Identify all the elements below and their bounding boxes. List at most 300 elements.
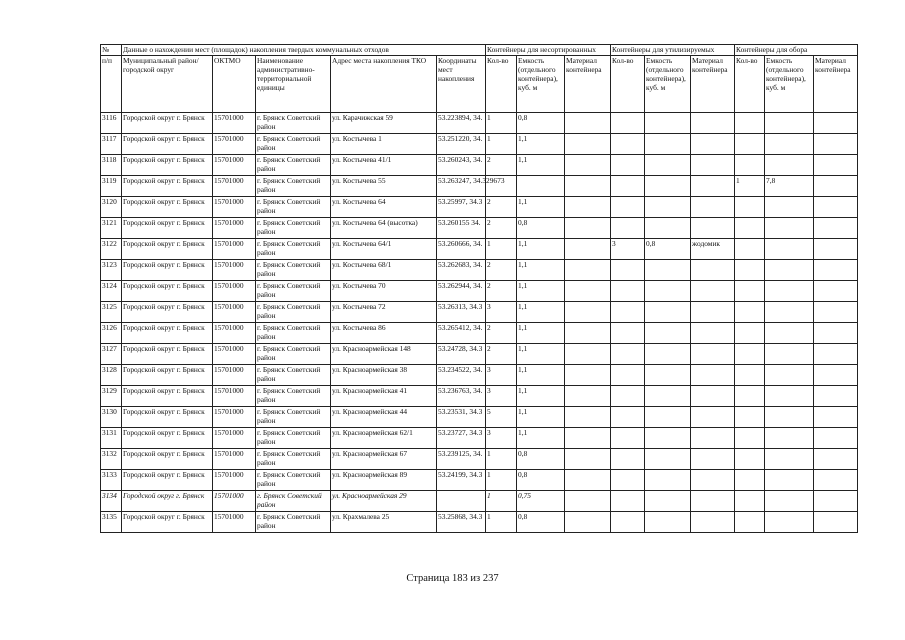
- cell-coordinates: 53.260243, 34.: [437, 155, 486, 176]
- cell-collection-count: [735, 302, 765, 323]
- cell-municipality: Городской округ г. Брянск: [122, 176, 213, 197]
- cell-coordinates: 53.223894, 34.: [437, 113, 486, 134]
- cell-collection-volume: 7,8: [765, 176, 814, 197]
- cell-admin-unit: г. Брянск Советский район: [256, 449, 331, 470]
- cell-unsorted-material: [565, 239, 611, 260]
- col-header: Материал контейнера: [814, 56, 858, 113]
- cell-recyclable-material: [691, 281, 735, 302]
- table-row: [101, 323, 858, 344]
- cell-number: 3128: [101, 365, 122, 386]
- col-header: Кол-во: [735, 56, 765, 113]
- col-header: Кол-во: [611, 56, 645, 113]
- cell-unsorted-material: [565, 155, 611, 176]
- cell-collection-material: [814, 197, 858, 218]
- cell-unsorted-count: 1: [486, 113, 517, 134]
- cell-oktmo: 15701000: [213, 260, 256, 281]
- table-row: [101, 197, 858, 218]
- table-row: [101, 428, 858, 449]
- cell-coordinates: 53.26313, 34.3: [437, 302, 486, 323]
- cell-recyclable-count: [611, 155, 645, 176]
- cell-admin-unit: г. Брянск Советский район: [256, 176, 331, 197]
- cell-unsorted-material: [565, 512, 611, 533]
- cell-number: 3116: [101, 113, 122, 134]
- cell-recyclable-count: [611, 512, 645, 533]
- cell-collection-volume: [765, 323, 814, 344]
- cell-address: ул. Костычева 86: [331, 323, 437, 344]
- cell-address: ул. Костычева 72: [331, 302, 437, 323]
- cell-collection-count: [735, 197, 765, 218]
- cell-coordinates: 53.251220, 34.: [437, 134, 486, 155]
- cell-recyclable-material: [691, 449, 735, 470]
- cell-municipality: Городской округ г. Брянск: [122, 218, 213, 239]
- cell-oktmo: 15701000: [213, 512, 256, 533]
- cell-unsorted-material: [565, 302, 611, 323]
- cell-admin-unit: г. Брянск Советский район: [256, 365, 331, 386]
- cell-oktmo: 15701000: [213, 449, 256, 470]
- cell-unsorted-count: 1: [486, 491, 517, 512]
- cell-coordinates: 53.24728, 34.3: [437, 344, 486, 365]
- cell-recyclable-volume: [645, 197, 691, 218]
- cell-recyclable-count: [611, 491, 645, 512]
- cell-oktmo: 15701000: [213, 239, 256, 260]
- cell-municipality: Городской округ г. Брянск: [122, 512, 213, 533]
- cell-recyclable-count: [611, 386, 645, 407]
- cell-collection-volume: [765, 428, 814, 449]
- cell-admin-unit: г. Брянск Советский район: [256, 113, 331, 134]
- cell-coordinates: 53.260666, 34.: [437, 239, 486, 260]
- cell-recyclable-material: [691, 512, 735, 533]
- cell-recyclable-count: [611, 218, 645, 239]
- cell-collection-material: [814, 407, 858, 428]
- cell-unsorted-material: [565, 344, 611, 365]
- cell-recyclable-volume: [645, 155, 691, 176]
- col-header: ОКТМО: [213, 56, 256, 113]
- col-header: п/п: [101, 56, 122, 113]
- cell-recyclable-material: [691, 176, 735, 197]
- table-row: [101, 386, 858, 407]
- cell-number: 3122: [101, 239, 122, 260]
- cell-number: 3127: [101, 344, 122, 365]
- cell-admin-unit: г. Брянск Советский район: [256, 512, 331, 533]
- cell-recyclable-material: [691, 470, 735, 491]
- cell-number: 3126: [101, 323, 122, 344]
- cell-coordinates: 53.25868, 34.3: [437, 512, 486, 533]
- cell-coordinates: 53.25997, 34.3: [437, 197, 486, 218]
- cell-collection-volume: [765, 491, 814, 512]
- cell-recyclable-volume: [645, 407, 691, 428]
- cell-recyclable-material: жодомик: [691, 239, 735, 260]
- cell-unsorted-material: [565, 365, 611, 386]
- cell-oktmo: 15701000: [213, 407, 256, 428]
- cell-collection-count: [735, 512, 765, 533]
- cell-coordinates: 53.236763, 34.: [437, 386, 486, 407]
- cell-recyclable-material: [691, 302, 735, 323]
- cell-unsorted-material: [565, 281, 611, 302]
- col-header: Наименование административно-территориальной единицы: [256, 56, 331, 113]
- cell-recyclable-count: [611, 449, 645, 470]
- cell-coordinates: 53.263247, 34.329673: [437, 176, 486, 197]
- cell-recyclable-volume: [645, 365, 691, 386]
- cell-recyclable-volume: [645, 218, 691, 239]
- cell-number: 3123: [101, 260, 122, 281]
- table-row: [101, 260, 858, 281]
- cell-coordinates: 53.262944, 34.: [437, 281, 486, 302]
- cell-recyclable-volume: [645, 281, 691, 302]
- cell-admin-unit: г. Брянск Советский район: [256, 134, 331, 155]
- cell-address: ул. Красноармейская 29: [331, 491, 437, 512]
- cell-oktmo: 15701000: [213, 197, 256, 218]
- cell-unsorted-volume: 1,1: [517, 323, 565, 344]
- cell-collection-count: [735, 470, 765, 491]
- cell-recyclable-material: [691, 197, 735, 218]
- cell-unsorted-volume: 1,1: [517, 407, 565, 428]
- cell-recyclable-count: [611, 365, 645, 386]
- col-header: Емкость (отдельного контейнера), куб. м: [645, 56, 691, 113]
- cell-municipality: Городской округ г. Брянск: [122, 407, 213, 428]
- cell-recyclable-volume: [645, 512, 691, 533]
- header-group-collection: Контейнеры для обора: [735, 45, 858, 56]
- cell-unsorted-volume: 0,75: [517, 491, 565, 512]
- cell-address: ул. Крахмалева 25: [331, 512, 437, 533]
- cell-recyclable-volume: [645, 323, 691, 344]
- cell-collection-volume: [765, 197, 814, 218]
- registry-table: [100, 44, 858, 533]
- page-number: Страница 183 из 237: [406, 573, 499, 584]
- cell-collection-count: [735, 365, 765, 386]
- cell-unsorted-volume: 0,8: [517, 512, 565, 533]
- cell-municipality: Городской округ г. Брянск: [122, 155, 213, 176]
- cell-address: ул. Красноармейская 148: [331, 344, 437, 365]
- cell-recyclable-volume: [645, 386, 691, 407]
- cell-recyclable-count: [611, 428, 645, 449]
- cell-unsorted-count: 1: [486, 134, 517, 155]
- cell-oktmo: 15701000: [213, 113, 256, 134]
- cell-collection-count: [735, 386, 765, 407]
- cell-municipality: Городской округ г. Брянск: [122, 302, 213, 323]
- cell-admin-unit: г. Брянск Советский район: [256, 197, 331, 218]
- table-row: [101, 155, 858, 176]
- cell-number: 3135: [101, 512, 122, 533]
- cell-address: ул. Красноармейская 62/1: [331, 428, 437, 449]
- col-header: Материал контейнера: [691, 56, 735, 113]
- cell-unsorted-volume: 1,1: [517, 428, 565, 449]
- cell-collection-material: [814, 155, 858, 176]
- cell-unsorted-count: 1: [486, 449, 517, 470]
- cell-municipality: Городской округ г. Брянск: [122, 323, 213, 344]
- table-row: [101, 281, 858, 302]
- header-row-groups: [101, 45, 858, 56]
- cell-collection-material: [814, 512, 858, 533]
- cell-unsorted-volume: 1,1: [517, 281, 565, 302]
- cell-coordinates: 53.234522, 34.: [437, 365, 486, 386]
- cell-number: 3133: [101, 470, 122, 491]
- table-row: [101, 239, 858, 260]
- cell-unsorted-material: [565, 218, 611, 239]
- table-row: [101, 134, 858, 155]
- cell-oktmo: 15701000: [213, 281, 256, 302]
- cell-number: 3132: [101, 449, 122, 470]
- cell-admin-unit: г. Брянск Советский район: [256, 407, 331, 428]
- cell-address: ул. Костычева 55: [331, 176, 437, 197]
- cell-unsorted-material: [565, 134, 611, 155]
- cell-unsorted-count: 2: [486, 281, 517, 302]
- cell-unsorted-count: 2: [486, 323, 517, 344]
- cell-unsorted-count: 3: [486, 386, 517, 407]
- cell-collection-volume: [765, 365, 814, 386]
- cell-recyclable-count: [611, 323, 645, 344]
- cell-municipality: Городской округ г. Брянск: [122, 386, 213, 407]
- cell-coordinates: 53.24199, 34.3: [437, 470, 486, 491]
- table-row: [101, 218, 858, 239]
- cell-recyclable-volume: [645, 344, 691, 365]
- cell-municipality: Городской округ г. Брянск: [122, 470, 213, 491]
- cell-unsorted-count: 1: [486, 239, 517, 260]
- cell-collection-count: [735, 491, 765, 512]
- cell-recyclable-volume: [645, 260, 691, 281]
- col-header: Емкость (отдельного контейнера), куб. м: [765, 56, 814, 113]
- cell-oktmo: 15701000: [213, 470, 256, 491]
- cell-collection-material: [814, 134, 858, 155]
- cell-unsorted-count: 2: [486, 218, 517, 239]
- cell-collection-volume: [765, 302, 814, 323]
- cell-collection-count: [735, 218, 765, 239]
- cell-municipality: Городской округ г. Брянск: [122, 197, 213, 218]
- cell-recyclable-volume: [645, 491, 691, 512]
- cell-recyclable-volume: [645, 113, 691, 134]
- cell-address: ул. Карачижская 59: [331, 113, 437, 134]
- cell-collection-count: [735, 323, 765, 344]
- cell-municipality: Городской округ г. Брянск: [122, 491, 213, 512]
- cell-municipality: Городской округ г. Брянск: [122, 281, 213, 302]
- cell-address: ул. Красноармейская 38: [331, 365, 437, 386]
- cell-coordinates: 53.239125, 34.: [437, 449, 486, 470]
- cell-oktmo: 15701000: [213, 386, 256, 407]
- cell-oktmo: 15701000: [213, 365, 256, 386]
- cell-unsorted-material: [565, 260, 611, 281]
- cell-unsorted-volume: 1,1: [517, 260, 565, 281]
- cell-recyclable-material: [691, 134, 735, 155]
- cell-collection-material: [814, 386, 858, 407]
- cell-oktmo: 15701000: [213, 218, 256, 239]
- cell-unsorted-volume: 1,1: [517, 134, 565, 155]
- header-group-recyclable: Контейнеры для утилизируемых: [611, 45, 735, 56]
- cell-unsorted-volume: [517, 176, 565, 197]
- cell-admin-unit: г. Брянск Советский район: [256, 302, 331, 323]
- cell-unsorted-material: [565, 113, 611, 134]
- cell-address: ул. Костычева 64/1: [331, 239, 437, 260]
- cell-unsorted-material: [565, 428, 611, 449]
- cell-recyclable-volume: [645, 302, 691, 323]
- header-group-location: Данные о нахождении мест (площадок) накопления твердых коммунальных отходов: [122, 45, 486, 56]
- cell-unsorted-count: 3: [486, 302, 517, 323]
- cell-recyclable-volume: 0,8: [645, 239, 691, 260]
- cell-admin-unit: г. Брянск Советский район: [256, 344, 331, 365]
- cell-address: ул. Костычева 1: [331, 134, 437, 155]
- cell-recyclable-count: [611, 281, 645, 302]
- cell-admin-unit: г. Брянск Советский район: [256, 218, 331, 239]
- cell-address: ул. Красноармейская 44: [331, 407, 437, 428]
- cell-unsorted-volume: 0,8: [517, 470, 565, 491]
- cell-coordinates: 53.23531, 34.3: [437, 407, 486, 428]
- cell-unsorted-material: [565, 470, 611, 491]
- cell-municipality: Городской округ г. Брянск: [122, 428, 213, 449]
- col-header: Емкость (отдельного контейнера), куб. м: [517, 56, 565, 113]
- cell-recyclable-count: [611, 113, 645, 134]
- cell-recyclable-volume: [645, 134, 691, 155]
- cell-collection-count: [735, 239, 765, 260]
- cell-number: 3130: [101, 407, 122, 428]
- cell-unsorted-count: 2: [486, 344, 517, 365]
- cell-unsorted-volume: 1,1: [517, 386, 565, 407]
- cell-unsorted-volume: 1,1: [517, 344, 565, 365]
- cell-collection-count: 1: [735, 176, 765, 197]
- cell-oktmo: 15701000: [213, 323, 256, 344]
- col-header: Муниципальный район/городской округ: [122, 56, 213, 113]
- cell-unsorted-volume: 0,8: [517, 218, 565, 239]
- cell-collection-volume: [765, 470, 814, 491]
- cell-number: 3134: [101, 491, 122, 512]
- cell-number: 3120: [101, 197, 122, 218]
- cell-coordinates: 53.23727, 34.3: [437, 428, 486, 449]
- cell-number: 3129: [101, 386, 122, 407]
- header-group-unsorted: Контейнеры для несортированных: [486, 45, 611, 56]
- table-row: [101, 344, 858, 365]
- cell-recyclable-volume: [645, 428, 691, 449]
- cell-recyclable-count: [611, 407, 645, 428]
- cell-admin-unit: г. Брянск Советский район: [256, 155, 331, 176]
- table-row: [101, 449, 858, 470]
- col-header: Координаты мест накопления: [437, 56, 486, 113]
- cell-coordinates: 53.260155 34.: [437, 218, 486, 239]
- cell-recyclable-material: [691, 218, 735, 239]
- cell-recyclable-count: [611, 302, 645, 323]
- cell-municipality: Городской округ г. Брянск: [122, 239, 213, 260]
- cell-municipality: Городской округ г. Брянск: [122, 134, 213, 155]
- cell-collection-material: [814, 260, 858, 281]
- cell-address: ул. Костычева 70: [331, 281, 437, 302]
- cell-unsorted-volume: 1,1: [517, 197, 565, 218]
- cell-recyclable-count: [611, 344, 645, 365]
- cell-oktmo: 15701000: [213, 302, 256, 323]
- cell-admin-unit: г. Брянск Советский район: [256, 281, 331, 302]
- cell-unsorted-count: 1: [486, 512, 517, 533]
- cell-collection-volume: [765, 449, 814, 470]
- cell-collection-count: [735, 260, 765, 281]
- cell-recyclable-volume: [645, 176, 691, 197]
- cell-unsorted-volume: 1,1: [517, 155, 565, 176]
- table-row: [101, 365, 858, 386]
- cell-coordinates: [437, 491, 486, 512]
- cell-admin-unit: г. Брянск Советский район: [256, 239, 331, 260]
- cell-admin-unit: г. Брянск Советский район: [256, 491, 331, 512]
- cell-unsorted-volume: 1,1: [517, 365, 565, 386]
- cell-collection-volume: [765, 512, 814, 533]
- table-row: [101, 113, 858, 134]
- cell-recyclable-material: [691, 428, 735, 449]
- cell-address: ул. Красноармейская 41: [331, 386, 437, 407]
- cell-unsorted-count: 2: [486, 155, 517, 176]
- cell-collection-material: [814, 323, 858, 344]
- cell-recyclable-material: [691, 113, 735, 134]
- cell-coordinates: 53.262683, 34.: [437, 260, 486, 281]
- cell-unsorted-material: [565, 407, 611, 428]
- cell-number: 3119: [101, 176, 122, 197]
- cell-collection-volume: [765, 344, 814, 365]
- header-row-columns: [101, 56, 858, 113]
- cell-number: 3131: [101, 428, 122, 449]
- cell-municipality: Городской округ г. Брянск: [122, 344, 213, 365]
- cell-address: ул. Красноармейская 89: [331, 470, 437, 491]
- cell-address: ул. Костычева 64: [331, 197, 437, 218]
- cell-recyclable-material: [691, 344, 735, 365]
- cell-recyclable-count: [611, 176, 645, 197]
- cell-unsorted-material: [565, 491, 611, 512]
- table-row: [101, 512, 858, 533]
- cell-address: ул. Костычева 41/1: [331, 155, 437, 176]
- cell-collection-count: [735, 449, 765, 470]
- cell-recyclable-count: [611, 197, 645, 218]
- col-header: Материал контейнера: [565, 56, 611, 113]
- cell-municipality: Городской округ г. Брянск: [122, 260, 213, 281]
- cell-recyclable-material: [691, 386, 735, 407]
- cell-collection-material: [814, 218, 858, 239]
- cell-collection-count: [735, 113, 765, 134]
- col-header: Адрес места накопления ТКО: [331, 56, 437, 113]
- cell-unsorted-volume: 0,8: [517, 449, 565, 470]
- cell-unsorted-count: 2: [486, 197, 517, 218]
- cell-collection-volume: [765, 155, 814, 176]
- cell-collection-volume: [765, 386, 814, 407]
- cell-unsorted-count: 3: [486, 365, 517, 386]
- cell-collection-material: [814, 239, 858, 260]
- cell-number: 3121: [101, 218, 122, 239]
- cell-collection-material: [814, 449, 858, 470]
- table-row: [101, 176, 858, 197]
- cell-collection-count: [735, 428, 765, 449]
- cell-unsorted-material: [565, 449, 611, 470]
- cell-unsorted-material: [565, 323, 611, 344]
- cell-number: 3125: [101, 302, 122, 323]
- cell-oktmo: 15701000: [213, 176, 256, 197]
- cell-recyclable-material: [691, 323, 735, 344]
- cell-collection-count: [735, 407, 765, 428]
- cell-collection-count: [735, 344, 765, 365]
- cell-collection-material: [814, 365, 858, 386]
- cell-recyclable-material: [691, 491, 735, 512]
- cell-recyclable-count: 3: [611, 239, 645, 260]
- cell-unsorted-material: [565, 176, 611, 197]
- cell-admin-unit: г. Брянск Советский район: [256, 470, 331, 491]
- cell-oktmo: 15701000: [213, 344, 256, 365]
- cell-collection-volume: [765, 281, 814, 302]
- cell-collection-material: [814, 113, 858, 134]
- table-row: [101, 302, 858, 323]
- cell-address: ул. Костычева 64 (высотка): [331, 218, 437, 239]
- cell-unsorted-material: [565, 386, 611, 407]
- table-row: [101, 407, 858, 428]
- cell-number: 3124: [101, 281, 122, 302]
- cell-number: 3117: [101, 134, 122, 155]
- cell-admin-unit: г. Брянск Советский район: [256, 386, 331, 407]
- cell-collection-volume: [765, 113, 814, 134]
- col-header: Кол-во: [486, 56, 517, 113]
- table-row: [101, 491, 858, 512]
- cell-municipality: Городской округ г. Брянск: [122, 365, 213, 386]
- cell-recyclable-count: [611, 134, 645, 155]
- cell-unsorted-material: [565, 197, 611, 218]
- header-num: №: [101, 45, 122, 56]
- cell-collection-material: [814, 428, 858, 449]
